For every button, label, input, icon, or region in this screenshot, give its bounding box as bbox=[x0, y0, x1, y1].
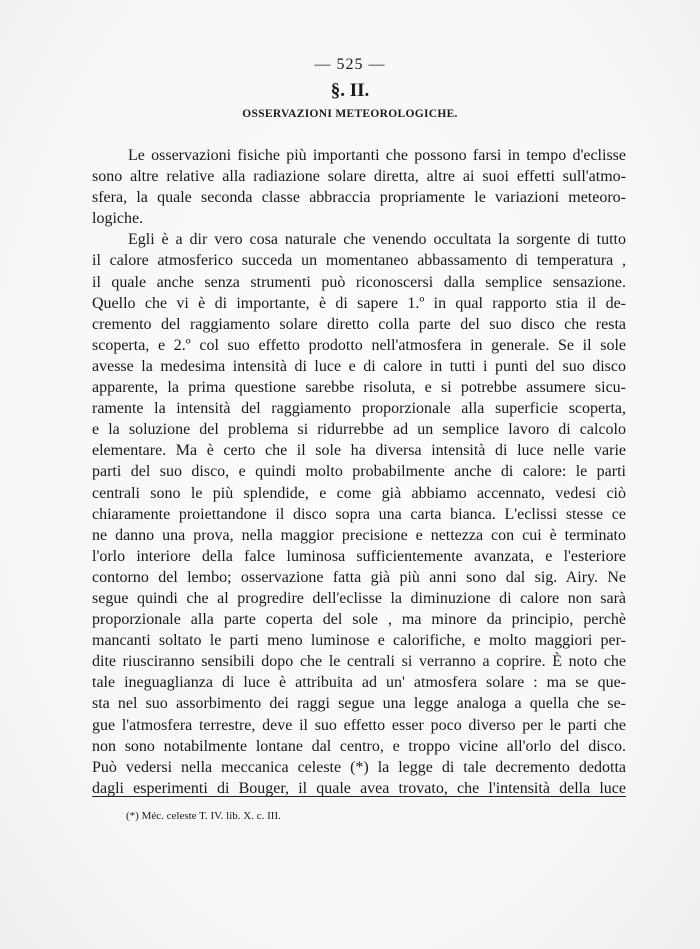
text-line: sfera, la quale seconda classe abbraccia propriamente le variazioni meteoro- bbox=[92, 189, 626, 207]
text-line: tale ineguaglianza di luce è attribuita ad un' atmosfera solare : ma se que- bbox=[92, 674, 626, 692]
page-number: — 525 — bbox=[314, 56, 386, 73]
section-title: OSSERVAZIONI METEOROLOGICHE. bbox=[242, 108, 458, 120]
text-line: contorno del lembo; osservazione fatta già più anni sono dal sig. Airy. Ne bbox=[92, 568, 626, 586]
text-line: logiche. bbox=[92, 210, 144, 228]
text-line: l'orlo interiore della falce luminosa sufficientemente avanzata, e l'esteriore bbox=[92, 547, 626, 565]
text-line: Quello che vi è di importante, è di sapere 1.º in qual rapporto stia il de- bbox=[92, 294, 626, 312]
text-line: proporzionale alla parte coperta del sole , ma minore da principio, perchè bbox=[92, 611, 626, 629]
text-line: scoperta, e 2.º col suo effetto prodotto nell'atmosfera in generale. Se il sole bbox=[92, 336, 626, 354]
text-line: sta nel suo assorbimento dei raggi segue una legge analoga a quella che se- bbox=[92, 695, 626, 713]
text-line: parti del suo disco, e quindi molto probabilmente anche di calore: le parti bbox=[92, 463, 626, 481]
body-text bbox=[92, 145, 626, 799]
text-line: il quale anche senza strumenti può riconoscersi dalla semplice sensazione. bbox=[92, 273, 626, 291]
footnote: (*) Méc. celeste T. IV. lib. X. c. III. bbox=[126, 810, 281, 822]
text-line: Può vedersi nella meccanica celeste (*) la legge di tale decremento dedotta bbox=[92, 758, 626, 776]
text-line: ramente la intensità del raggiamento proporzionale alla superficie scoperta, bbox=[92, 400, 626, 418]
text-line: e la soluzione del problema si ridurrebbe ad un semplice lavoro di calcolo bbox=[92, 421, 626, 439]
footnote-rule bbox=[92, 796, 626, 797]
text-line: segue quindi che al progredire dell'eclisse la diminuzione di calore non sarà bbox=[92, 589, 626, 607]
text-line: sono altre relative alla radiazione solare diretta, altre ai suoi effetti sull'atmo- bbox=[92, 168, 626, 186]
text-line: mancanti soltato le parti meno luminose e calorifiche, e molto maggiori per- bbox=[92, 632, 626, 650]
text-line: elementare. Ma è certo che il sole ha diversa intensità di luce nelle varie bbox=[92, 442, 626, 460]
text-line: non sono notabilmente lontane dal centro, e troppo vicine all'orlo del disco. bbox=[92, 737, 626, 755]
text-line: dagli esperimenti di Bouger, il quale avea trovato, che l'intensità della luce bbox=[92, 779, 626, 797]
text-line: centrali sono le più splendide, e come già abbiamo accennato, vedesi ciò bbox=[92, 484, 626, 502]
text-line: Egli è a dir vero cosa naturale che venendo occultata la sorgente di tutto bbox=[128, 231, 626, 249]
text-line: chiaramente proiettandone il disco sopra una carta bianca. L'eclissi stesse ce bbox=[92, 505, 626, 523]
text-line: avesse la medesima intensità di luce e di calore in tutti i punti del suo disco bbox=[92, 357, 626, 375]
text-line: apparente, la prima questione sarebbe risoluta, e si potrebbe assumere sicu- bbox=[92, 379, 626, 397]
text-line: Le osservazioni fisiche più importanti che possono farsi in tempo d'eclisse bbox=[128, 147, 626, 164]
text-line: cremento del raggiamento solare diretto colla parte del suo disco che resta bbox=[92, 315, 626, 333]
text-line: ne danno una prova, nella maggior precisione e nettezza con cui è terminato bbox=[92, 526, 626, 544]
text-line: gue l'atmosfera terrestre, deve il suo effetto esser poco diverso per le parti che bbox=[92, 716, 626, 734]
text-line: il calore atmosferico succeda un momentaneo abbassamento di temperatura , bbox=[92, 252, 626, 270]
section-mark: §. II. bbox=[330, 80, 370, 101]
text-line: dite riusciranno sensibili dopo che le centrali si verranno a coprire. È noto che bbox=[92, 653, 626, 671]
